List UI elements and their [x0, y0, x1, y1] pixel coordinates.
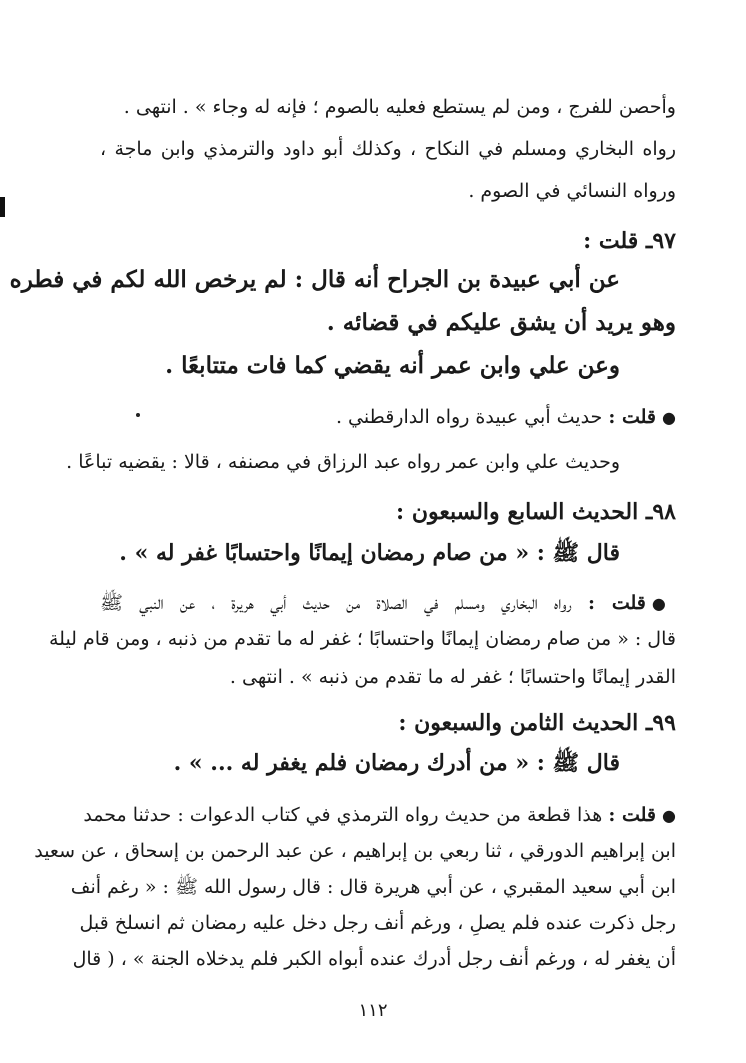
note-text: حديث أبي عبيدة رواه الدارقطني .: [335, 406, 603, 428]
note-label: قلت :: [608, 804, 657, 826]
bullet-icon: ●: [662, 408, 676, 427]
note-label: قلت :: [588, 592, 646, 614]
margin-mark: [0, 197, 5, 217]
section-99-note-3: ابن أبي سعيد المقبري ، عن أبي هريرة قال : قال رسول الله ﷺ : « رغم أنف: [70, 876, 676, 898]
section-97-note-1: [336, 402, 676, 433]
section-97-heading: ٩٧ـ قلت :: [583, 228, 676, 254]
section-98-hadith: قال ﷺ : « من صام رمضان إيمانًا واحتسابًا غفر له » .: [119, 540, 620, 566]
section-99-note-1: [83, 800, 676, 831]
section-97-note-2: وحديث علي وابن عمر رواه عبد الرزاق في مصنفه ، قالا : يقضيه تباعًا .: [66, 451, 620, 473]
section-99-note-4: رجل ذكرت عنده فلم يصلِ ، ورغم أنف رجل دخل عليه رمضان ثم انسلخ قبل: [79, 912, 676, 934]
section-99-note-2: ابن إبراهيم الدورقي ، ثنا ربعي بن إبراهيم ، عن عبد الرحمن بن إسحاق ، عن سعيد: [34, 840, 676, 862]
note-text: رواه البخاري ومسلم في الصلاة من حديث أبي هريرة ، عن النبي ﷺ: [100, 592, 572, 614]
stray-dot: [136, 413, 140, 417]
section-99-hadith: قال ﷺ : « من أدرك رمضان فلم يغفر له ... » .: [173, 750, 620, 776]
text-line-1: وأحصن للفرج ، ومن لم يستطع فعليه بالصوم ؛ فإنه له وجاء » . انتهى .: [123, 96, 676, 118]
bullet-icon: ●: [651, 594, 677, 613]
section-98-heading: ٩٨ـ الحديث السابع والسبعون :: [396, 499, 676, 525]
text-line-3: ورواه النسائي في الصوم .: [468, 180, 676, 202]
section-97-text-2: وهو يريد أن يشق عليكم في قضائه .: [326, 309, 676, 336]
bullet-icon: ●: [662, 806, 676, 825]
text-line-2: رواه البخاري ومسلم في النكاح ، وكذلك أبو داود والترمذي وابن ماجة ،: [100, 138, 676, 160]
note-text: هذا قطعة من حديث رواه الترمذي في كتاب الدعوات : حدثنا محمد: [83, 804, 603, 826]
section-99-heading: ٩٩ـ الحديث الثامن والسبعون :: [398, 710, 676, 736]
section-98-note-3: القدر إيمانًا واحتسابًا ؛ غفر له ما تقدم من ذنبه » . انتهى .: [229, 666, 676, 688]
section-99-note-5: أن يغفر له ، ورغم أنف رجل أدرك عنده أبواه الكبر فلم يدخلاه الجنة » ، ( قال: [72, 948, 676, 970]
note-label: قلت :: [608, 406, 657, 428]
section-98-note-1: [100, 588, 676, 619]
section-98-note-2: قال : « من صام رمضان إيمانًا واحتسابًا ؛ غفر له ما تقدم من ذنبه ، ومن قام ليلة: [48, 628, 676, 650]
page-number: ١١٢: [358, 1000, 388, 1021]
section-97-text-3: وعن علي وابن عمر أنه يقضي كما فات متتابعًا .: [165, 352, 620, 379]
section-97-text-1: عن أبي عبيدة بن الجراح أنه قال : لم يرخص الله لكم في فطره: [9, 266, 620, 293]
